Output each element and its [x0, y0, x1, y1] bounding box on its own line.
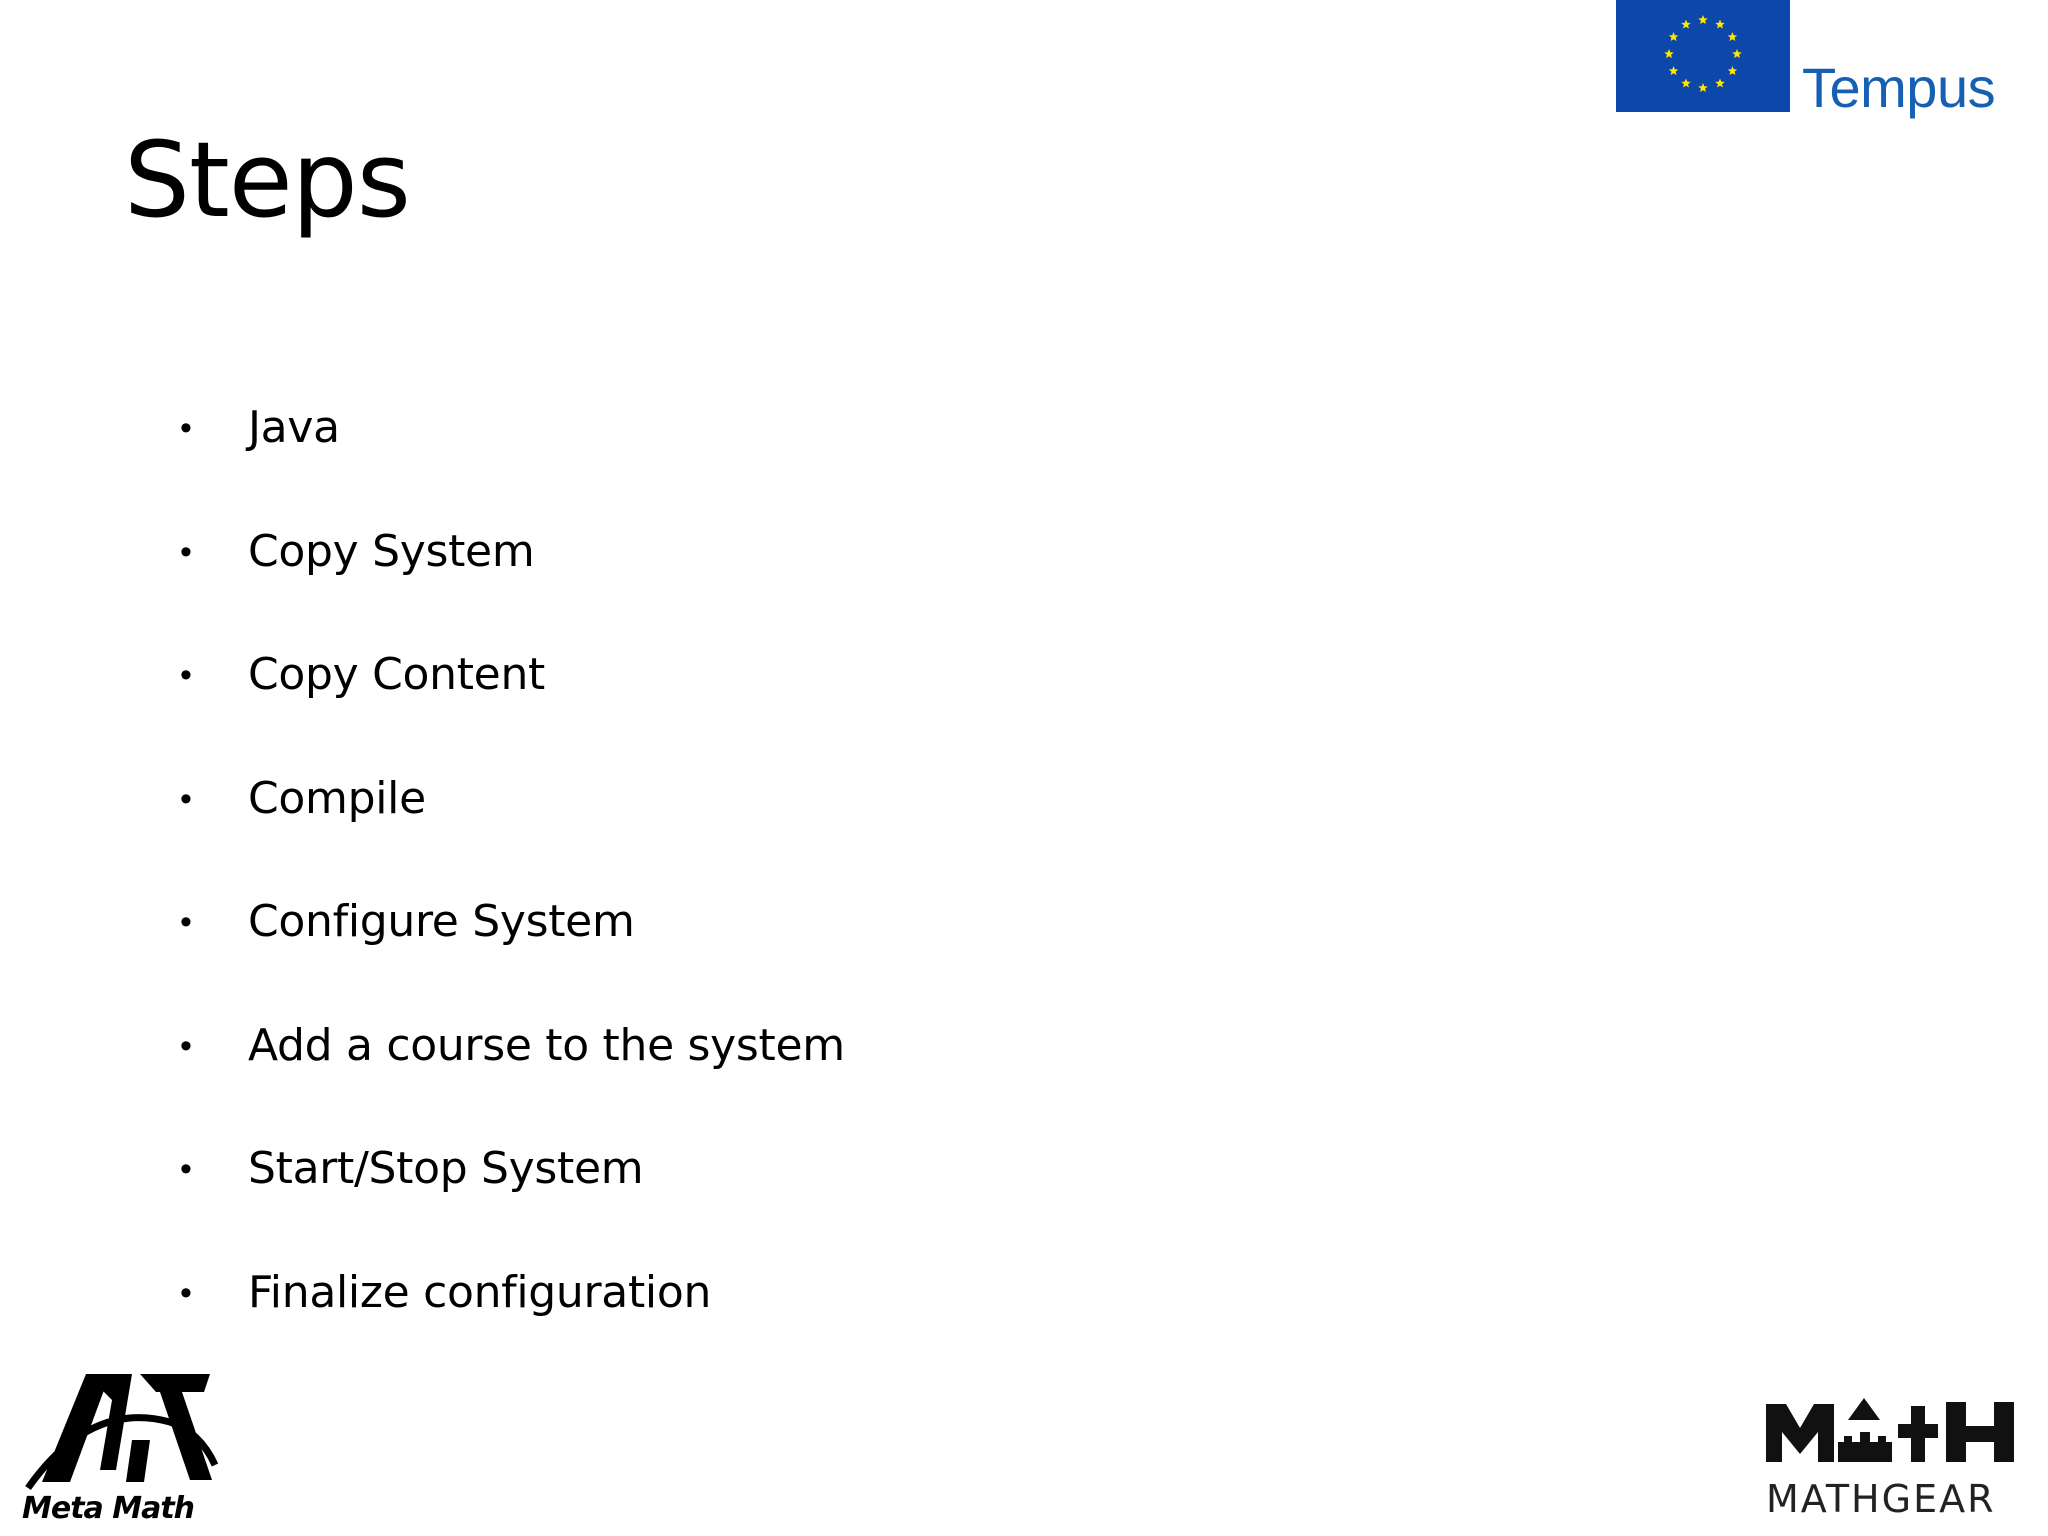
eu-star-icon: [1681, 20, 1691, 29]
list-item: [176, 400, 845, 524]
list-item: [176, 1265, 845, 1389]
bullet-icon: •: [180, 1026, 192, 1065]
bullet-icon: •: [180, 779, 192, 818]
eu-star-icon: [1715, 78, 1725, 87]
bullet-icon: •: [180, 1150, 192, 1188]
math-gear-mark-icon: [1764, 1392, 2024, 1472]
eu-star-icon: [1698, 15, 1708, 24]
eu-star-icon: [1732, 49, 1742, 58]
bullet-icon: •: [180, 409, 192, 447]
bullet-icon: •: [180, 1273, 192, 1312]
list-item: [176, 1018, 845, 1142]
list-item-text: Add a course to the system: [248, 1019, 845, 1071]
eu-star-icon: [1681, 78, 1691, 87]
eu-star-icon: [1728, 66, 1738, 75]
list-item-text: Copy System: [248, 525, 535, 577]
list-item-text: Compile: [248, 772, 426, 824]
steps-list: [176, 400, 845, 1388]
tempus-logo: [1616, 0, 2016, 130]
eu-star-icon: [1669, 32, 1679, 41]
bullet-icon: •: [180, 532, 192, 571]
list-item: [176, 1141, 845, 1265]
list-item: [176, 647, 845, 771]
list-item: [176, 894, 845, 1018]
list-item-text: Configure System: [248, 896, 635, 947]
eu-star-icon: [1664, 49, 1674, 58]
slide-title: Steps: [124, 119, 410, 241]
mathgear-logo: [1764, 1392, 2024, 1522]
list-item: [176, 524, 845, 648]
tempus-wordmark: Tempus: [1802, 56, 1996, 119]
metamath-wordmark: Meta Math: [22, 1491, 195, 1526]
eu-flag-icon: [1616, 0, 1790, 112]
metamath-logo: [20, 1370, 220, 1530]
eu-star-icon: [1698, 83, 1708, 92]
eu-stars-icon: [1616, 0, 1790, 112]
list-item-text: Copy Content: [248, 649, 545, 700]
eu-star-icon: [1669, 66, 1679, 75]
mathgear-wordmark: MATHGEAR: [1766, 1477, 1996, 1521]
eu-star-icon: [1715, 20, 1725, 29]
list-item: [176, 771, 845, 895]
eu-star-icon: [1728, 32, 1738, 41]
bullet-icon: •: [180, 656, 192, 694]
list-item-text: Finalize configuration: [248, 1266, 712, 1318]
list-item-text: Start/Stop System: [248, 1143, 644, 1194]
metamath-mark-icon: [20, 1370, 220, 1495]
bullet-icon: •: [180, 903, 192, 941]
list-item-text: Java: [248, 402, 340, 453]
